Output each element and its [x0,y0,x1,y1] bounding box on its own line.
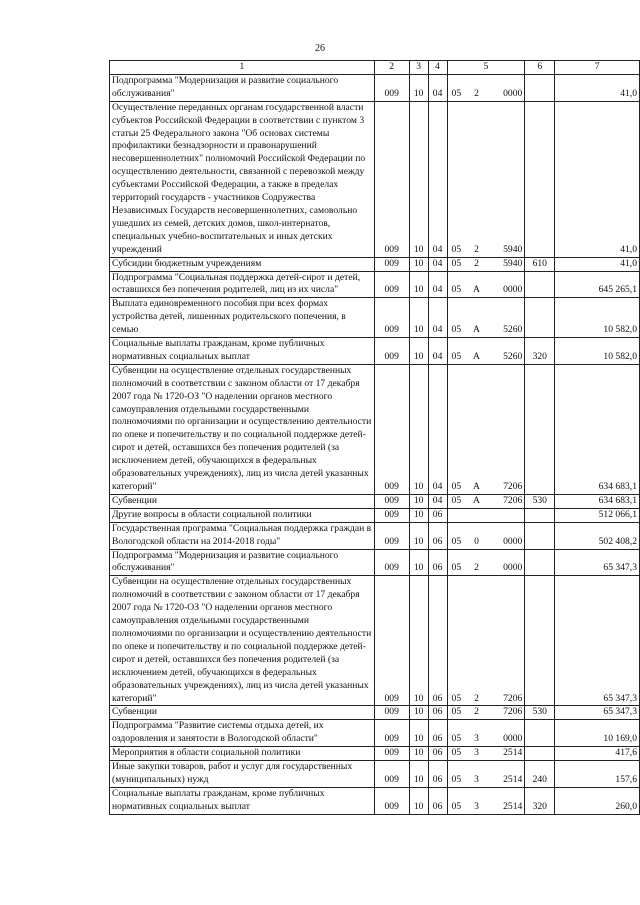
cell-sec: 10 [409,101,428,257]
cell-p3: 7206 [485,364,525,494]
cell-p1: 05 [447,101,468,257]
cell-sum: 41,0 [555,101,640,257]
cell-p1: 05 [447,257,468,271]
table-row [110,74,640,101]
table-row [110,338,640,365]
cell-sub: 04 [428,74,447,101]
cell-vr [525,720,555,747]
cell-adm: 009 [374,74,409,101]
cell-p2: А [468,271,485,298]
table-row [110,787,640,814]
cell-sec: 10 [409,576,428,706]
cell-name: Государственная программа "Социальная поддержка граждан в Вологодской области на 2014-2018 годы" [110,522,375,549]
cell-adm: 009 [374,761,409,788]
table-row [110,706,640,720]
cell-name: Субвенции [110,706,375,720]
cell-sec: 10 [409,494,428,508]
table-row [110,271,640,298]
cell-sub: 06 [428,706,447,720]
table-row [110,761,640,788]
cell-p1: 05 [447,549,468,576]
cell-sum: 260,0 [555,787,640,814]
cell-p2: 3 [468,761,485,788]
cell-sec: 10 [409,508,428,522]
cell-p3: 7206 [485,576,525,706]
cell-sec: 10 [409,298,428,338]
header-col-1: 1 [110,61,375,75]
cell-vr [525,271,555,298]
cell-p2: 2 [468,101,485,257]
budget-table [109,60,640,815]
cell-p1: 05 [447,74,468,101]
cell-p3: 2514 [485,747,525,761]
cell-name: Субвенции на осуществление отдельных государственных полномочий в соответствии с законом области от 17 декабря 2007 года № 1720-ОЗ "О наделении органов местного самоуправления отдельными государственными полномочиями по организации и осуществлению деятельности по опеке и попечительству и по социальной поддержке детей-сирот и детей, оставшихся без попечения родителей (за исключением детей, обучающихся в федеральных образовательных учреждениях), лиц из числа детей указанных категорий" [110,576,375,706]
cell-adm: 009 [374,257,409,271]
cell-adm: 009 [374,720,409,747]
cell-p3 [485,508,525,522]
cell-adm: 009 [374,747,409,761]
header-col-2: 2 [374,61,409,75]
cell-sec: 10 [409,364,428,494]
cell-p3: 0000 [485,271,525,298]
cell-p3: 0000 [485,522,525,549]
cell-p2: 2 [468,257,485,271]
cell-vr [525,101,555,257]
cell-adm: 009 [374,338,409,365]
cell-sub: 06 [428,720,447,747]
cell-name: Социальные выплаты гражданам, кроме публичных нормативных социальных выплат [110,787,375,814]
table-row [110,101,640,257]
cell-sum: 41,0 [555,74,640,101]
cell-name: Субсидии бюджетным учреждениям [110,257,375,271]
cell-sec: 10 [409,706,428,720]
cell-p1: 05 [447,298,468,338]
cell-p3: 5940 [485,257,525,271]
cell-sum: 65 347,3 [555,706,640,720]
cell-p2: 3 [468,787,485,814]
page-number: 26 [315,43,325,54]
cell-sub: 06 [428,549,447,576]
cell-p3: 5260 [485,338,525,365]
cell-adm: 009 [374,522,409,549]
cell-vr: 530 [525,494,555,508]
cell-p1: 05 [447,364,468,494]
cell-p1: 05 [447,747,468,761]
cell-sum: 10 169,0 [555,720,640,747]
header-col-4: 4 [428,61,447,75]
cell-sec: 10 [409,761,428,788]
table-row [110,494,640,508]
cell-p3: 7206 [485,706,525,720]
cell-vr: 610 [525,257,555,271]
cell-name: Выплата единовременного пособия при всех формах устройства детей, лишенных родительского попечения, в семью [110,298,375,338]
table-row [110,576,640,706]
cell-p2: А [468,494,485,508]
cell-vr: 320 [525,787,555,814]
cell-p2: 2 [468,576,485,706]
table-row [110,549,640,576]
cell-p2 [468,508,485,522]
cell-p2: А [468,338,485,365]
cell-vr [525,298,555,338]
cell-p1: 05 [447,720,468,747]
cell-p3: 7206 [485,494,525,508]
cell-p3: 0000 [485,74,525,101]
cell-p2: А [468,364,485,494]
table-row [110,257,640,271]
cell-p3: 5940 [485,101,525,257]
cell-p1: 05 [447,761,468,788]
cell-name: Субвенции [110,494,375,508]
cell-adm: 009 [374,271,409,298]
cell-p3: 5260 [485,298,525,338]
cell-p1 [447,508,468,522]
cell-p2: 2 [468,549,485,576]
table-row [110,720,640,747]
cell-p2: 0 [468,522,485,549]
cell-sec: 10 [409,257,428,271]
cell-sub: 04 [428,494,447,508]
cell-sub: 04 [428,298,447,338]
cell-sub: 06 [428,747,447,761]
cell-sub: 06 [428,508,447,522]
cell-vr [525,747,555,761]
cell-sub: 04 [428,101,447,257]
cell-sec: 10 [409,522,428,549]
cell-p1: 05 [447,706,468,720]
cell-vr [525,549,555,576]
cell-p3: 0000 [485,549,525,576]
cell-p2: 3 [468,747,485,761]
table-row [110,747,640,761]
cell-p2: 3 [468,720,485,747]
cell-vr [525,364,555,494]
header-col-6: 6 [525,61,555,75]
cell-sum: 417,6 [555,747,640,761]
cell-p3: 2514 [485,761,525,788]
cell-name: Подпрограмма "Модернизация и развитие социального обслуживания" [110,74,375,101]
cell-p2: 2 [468,706,485,720]
cell-p2: А [468,298,485,338]
cell-sec: 10 [409,74,428,101]
cell-sub: 04 [428,271,447,298]
cell-vr: 530 [525,706,555,720]
cell-adm: 009 [374,508,409,522]
cell-sec: 10 [409,747,428,761]
cell-p1: 05 [447,787,468,814]
cell-sub: 04 [428,364,447,494]
cell-name: Подпрограмма "Социальная поддержка детей-сирот и детей, оставшихся без попечения родителей, лиц из их числа" [110,271,375,298]
cell-name: Подпрограмма "Модернизация и развитие социального обслуживания" [110,549,375,576]
cell-sub: 06 [428,787,447,814]
cell-adm: 009 [374,549,409,576]
cell-p1: 05 [447,338,468,365]
cell-sub: 04 [428,257,447,271]
cell-sum: 502 408,2 [555,522,640,549]
cell-sum: 645 265,1 [555,271,640,298]
header-col-5: 5 [447,61,525,75]
cell-sec: 10 [409,271,428,298]
cell-adm: 009 [374,787,409,814]
cell-name: Подпрограмма "Развитие системы отдыха детей, их оздоровления и занятости в Вологодской области" [110,720,375,747]
cell-sec: 10 [409,549,428,576]
table-body [110,61,640,815]
cell-sum: 65 347,3 [555,576,640,706]
cell-sum: 634 683,1 [555,364,640,494]
cell-vr: 240 [525,761,555,788]
cell-p3: 2514 [485,787,525,814]
cell-p2: 2 [468,74,485,101]
cell-sub: 04 [428,338,447,365]
cell-sum: 512 066,1 [555,508,640,522]
table-row [110,298,640,338]
cell-adm: 009 [374,494,409,508]
cell-p1: 05 [447,271,468,298]
cell-adm: 009 [374,364,409,494]
cell-sum: 157,6 [555,761,640,788]
cell-name: Осуществление переданных органам государственной власти субъектов Российской Федерации в соответствии с пунктом 3 статьи 25 Федерального закона "Об основах системы профилактики безнадзорности и правонарушений несовершеннолетних" полномочий Российской Федерации по осуществлению деятельности, связанной с перевозкой между субъектами Российской Федерации, а также в пределах территорий государств - участников Содружества Независимых Государств несовершеннолетних, самовольно ушедших из семей, детских домов, школ-интернатов, специальных учебно-воспитательных и иных детских учреждений [110,101,375,257]
cell-name: Мероприятия в области социальной политики [110,747,375,761]
header-col-3: 3 [409,61,428,75]
cell-sec: 10 [409,720,428,747]
cell-sub: 06 [428,522,447,549]
cell-p3: 0000 [485,720,525,747]
table-row [110,508,640,522]
cell-adm: 009 [374,576,409,706]
cell-sum: 10 582,0 [555,338,640,365]
header-col-7: 7 [555,61,640,75]
cell-sub: 06 [428,576,447,706]
cell-name: Другие вопросы в области социальной политики [110,508,375,522]
cell-name: Социальные выплаты гражданам, кроме публичных нормативных социальных выплат [110,338,375,365]
cell-vr [525,576,555,706]
cell-adm: 009 [374,706,409,720]
cell-sum: 65 347,3 [555,549,640,576]
cell-sec: 10 [409,787,428,814]
cell-sum: 634 683,1 [555,494,640,508]
cell-adm: 009 [374,298,409,338]
cell-name: Иные закупки товаров, работ и услуг для государственных (муниципальных) нужд [110,761,375,788]
cell-p1: 05 [447,494,468,508]
cell-p1: 05 [447,522,468,549]
cell-sub: 06 [428,761,447,788]
cell-adm: 009 [374,101,409,257]
cell-vr: 320 [525,338,555,365]
cell-sec: 10 [409,338,428,365]
cell-vr [525,74,555,101]
cell-p1: 05 [447,576,468,706]
cell-vr [525,522,555,549]
cell-sum: 10 582,0 [555,298,640,338]
table-row [110,364,640,494]
cell-name: Субвенции на осуществление отдельных государственных полномочий в соответствии с законом области от 17 декабря 2007 года № 1720-ОЗ "О наделении органов местного самоуправления отдельными государственными полномочиями по организации и осуществлению деятельности по опеке и попечительству и по социальной поддержке детей-сирот и детей, оставшихся без попечения родителей (за исключением детей, обучающихся в федеральных образовательных учреждениях), лиц из числа детей указанных категорий" [110,364,375,494]
cell-sum: 41,0 [555,257,640,271]
cell-vr [525,508,555,522]
table-header-row [110,61,640,75]
table-row [110,522,640,549]
